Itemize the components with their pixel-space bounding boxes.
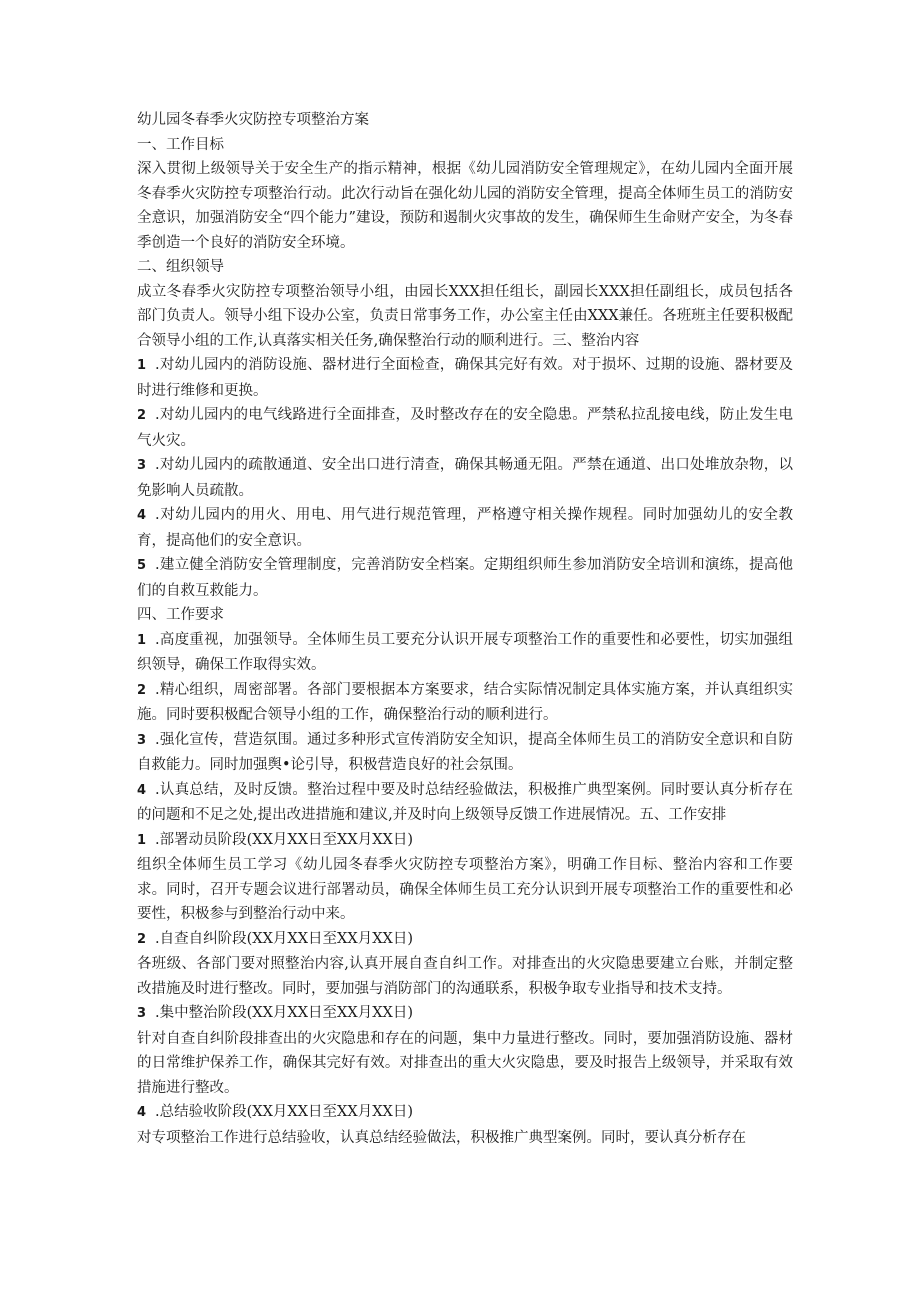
list-item: [137, 728, 793, 778]
stage-body: 各班级、各部门要对照整治内容,认真开展自查自纠工作。对排查出的火灾隐患要建立台账，并制定整改措施及时进行整改。同时，要加强与消防部门的沟通联系，积极争取专业指导和技术支持。: [137, 956, 793, 997]
list-item: [137, 553, 793, 603]
stage-title: .集中整治阶段(XX月XX日至XX月XX日): [155, 1005, 414, 1021]
list-item-number: 4: [137, 508, 147, 523]
list-item: [137, 628, 793, 678]
list-item-number: 2: [137, 682, 147, 698]
document-title: 幼儿园冬春季火灾防控专项整治方案: [137, 112, 369, 128]
list-item-number: 3: [137, 732, 147, 748]
list-item-number: 3: [137, 458, 147, 473]
stage-title: .部署动员阶段(XX月XX日至XX月XX日): [155, 831, 414, 848]
stage-body: 组织全体师生员工学习《幼儿园冬春季火灾防控专项整治方案》，明确工作目标、整治内容和工作要求。同时，召开专题会议进行部署动员，确保全体师生员工充分认识到开展专项整治工作的重要性和必要性，积极参与到整治行动中来。: [137, 857, 793, 922]
document-page: [137, 108, 793, 1150]
list-item: [137, 453, 793, 503]
list-item-number: 1: [137, 632, 147, 648]
section-heading-leadership: 二、组织领导: [137, 259, 224, 275]
section-heading-requirements: 四、工作要求: [137, 607, 224, 623]
stage-number: 4: [137, 1105, 147, 1120]
stage-title: .总结验收阶段(XX月XX日至XX月XX日): [155, 1104, 414, 1120]
list-item: [137, 678, 793, 728]
list-item-text: .对幼儿园内的用火、用电、用气进行规范管理，严格遵守相关操作规程。同时加强幼儿的安全教育，提高他们的安全意识。: [137, 507, 793, 549]
list-item-text: .对幼儿园内的消防设施、器材进行全面检查，确保其完好有效。对于损坏、过期的设施、器材要及时进行维修和更换。: [137, 357, 793, 399]
list-item-text: .对幼儿园内的电气线路进行全面排查，及时整改存在的安全隐患。严禁私拉乱接电线，防止发生电气火灾。: [137, 407, 793, 449]
stage-number: 1: [137, 832, 147, 848]
list-item-number: 5: [137, 558, 147, 573]
stage-heading: [137, 828, 793, 854]
list-item-text: .认真总结，及时反馈。整治过程中要及时总结经验做法，积极推广典型案例。同时要认真分析存在的问题和不足之处,提出改进措施和建议,并及时向上级领导反馈工作进展情况。五、工作安排: [137, 781, 793, 823]
section-body-goals: 深入贯彻上级领导关于安全生产的指示精神，根据《幼儿园消防安全管理规定》，在幼儿园内全面开展冬春季火灾防控专项整治行动。此次行动旨在强化幼儿园的消防安全管理，提高全体师生员工的消防安全意识，加强消防安全“四个能力”建设，预防和遏制火灾事故的发生，确保师生生命财产安全，为冬春季创造一个良好的消防安全环境。: [137, 161, 793, 251]
stage-title: .自查自纠阶段(XX月XX日至XX月XX日): [155, 930, 414, 947]
stage-body: 针对自查自纠阶段排查出的火灾隐患和存在的问题，集中力量进行整改。同时，要加强消防设施、器材的日常维护保养工作，确保其完好有效。对排查出的重大火灾隐患，要及时报告上级领导，并采取有效措施进行整改。: [137, 1030, 793, 1096]
list-item: [137, 403, 793, 453]
section-heading-goals: 一、工作目标: [137, 136, 224, 153]
stage-heading: [137, 927, 793, 953]
list-item-text: .对幼儿园内的疏散通道、安全出口进行清查，确保其畅通无阻。严禁在通道、出口处堆放杂物，以免影响人员疏散。: [137, 457, 793, 499]
list-item-text: .建立健全消防安全管理制度，完善消防安全档案。定期组织师生参加消防安全培训和演练，提高他们的自救互救能力。: [137, 557, 793, 599]
list-item-text: .高度重视，加强领导。全体师生员工要充分认识开展专项整治工作的重要性和必要性，切实加强组织领导，确保工作取得实效。: [137, 631, 793, 673]
stage-number: 2: [137, 931, 147, 947]
stage-heading: [137, 1001, 793, 1027]
list-item-number: 4: [137, 782, 147, 798]
stage-body: 对专项整治工作进行总结验收，认真总结经验做法，积极推广典型案例。同时，要认真分析存在: [137, 1129, 746, 1146]
section-body-leadership: 成立冬春季火灾防控专项整治领导小组，由园长XXX担任组长，副园长XXX担任副组长，成员包括各部门负责人。领导小组下设办公室，负责日常事务工作，办公室主任由XXX兼任。各班班主任要积极配合领导小组的工作,认真落实相关任务,确保整治行动的顺利进行。三、整治内容: [137, 283, 793, 349]
list-item: [137, 778, 793, 828]
list-item-text: .精心组织，周密部署。各部门要根据本方案要求，结合实际情况制定具体实施方案，并认真组织实施。同时要积极配合领导小组的工作，确保整治行动的顺利进行。: [137, 681, 793, 723]
stage-heading: [137, 1100, 793, 1126]
list-item-number: 1: [137, 358, 147, 373]
list-item-number: 2: [137, 408, 147, 423]
list-item: [137, 503, 793, 553]
stage-number: 3: [137, 1006, 147, 1021]
list-item: [137, 353, 793, 403]
list-item-text: .强化宣传，营造氛围。通过多种形式宣传消防安全知识，提高全体师生员工的消防安全意识和自防自救能力。同时加强舆•论引导，积极营造良好的社会氛围。: [137, 731, 793, 773]
